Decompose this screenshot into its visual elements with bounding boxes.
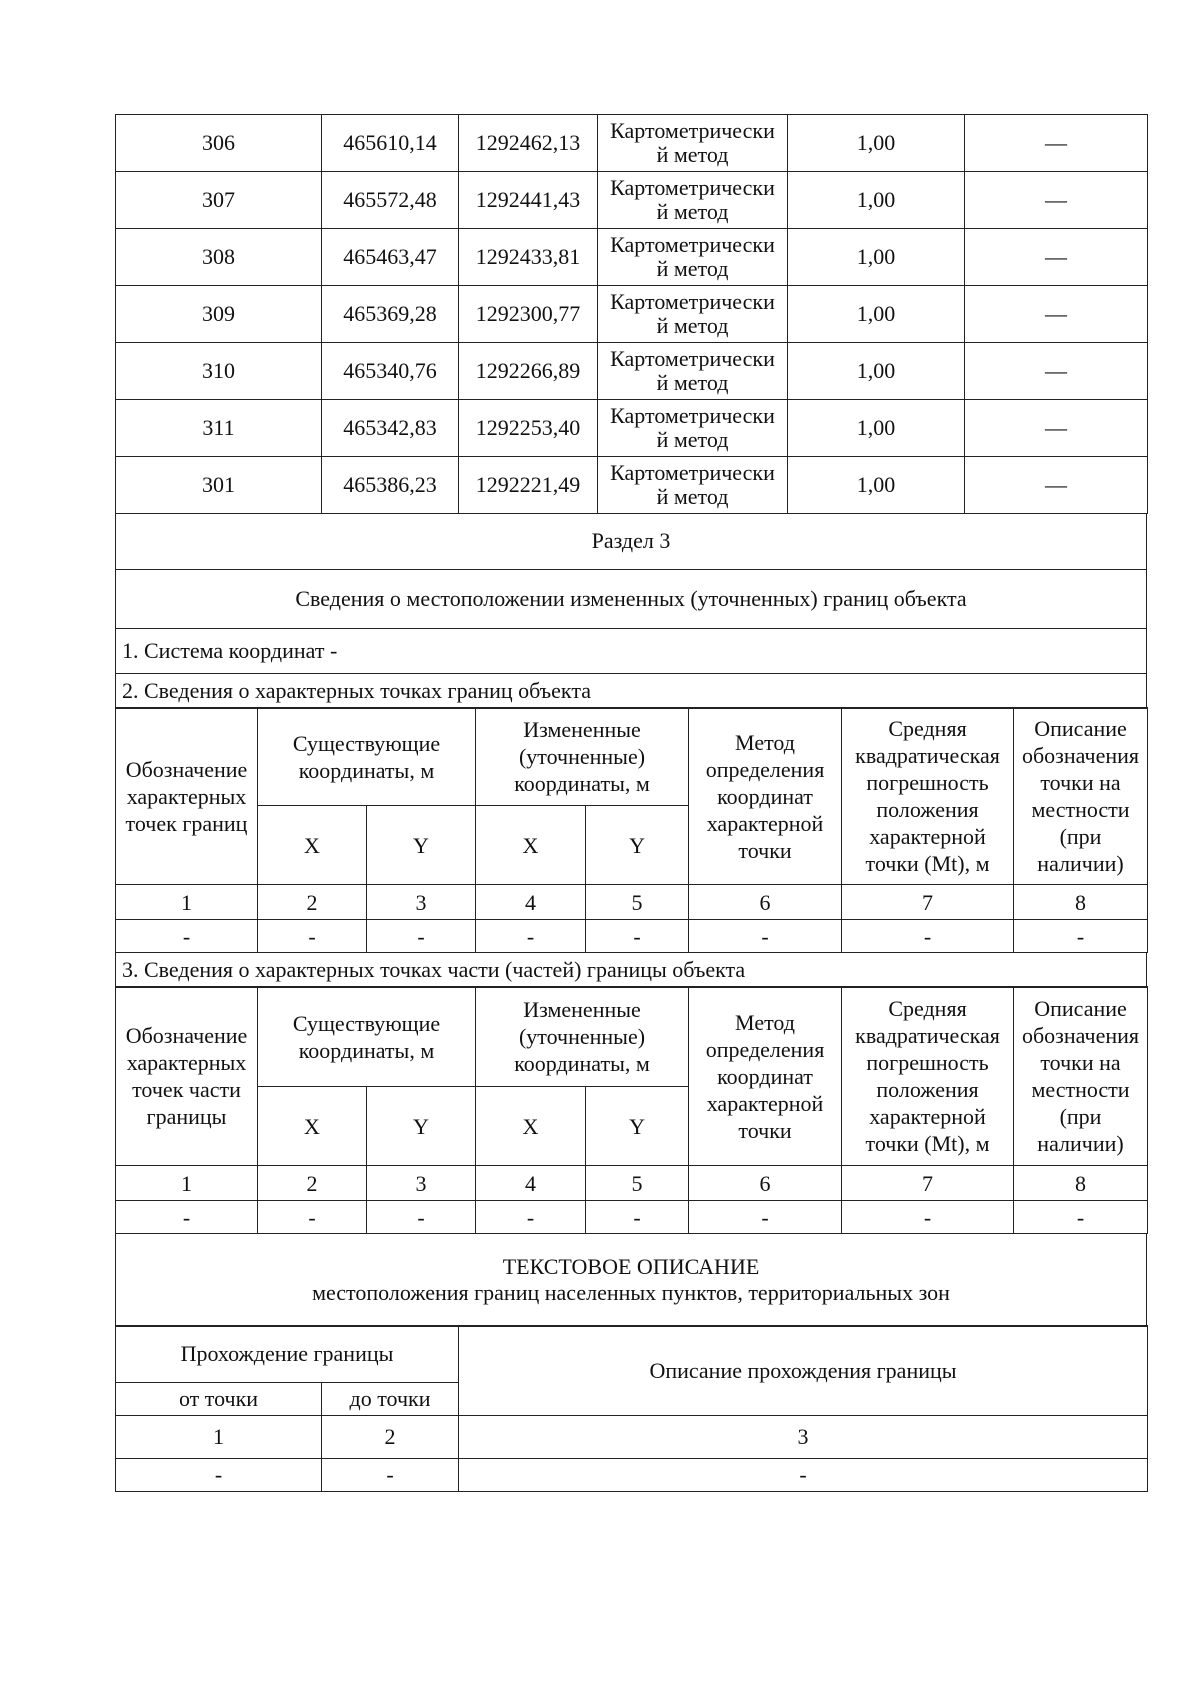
header-existing-x: X bbox=[258, 806, 367, 885]
coord-y: 1292266,89 bbox=[459, 343, 598, 400]
point-number: 306 bbox=[116, 115, 322, 172]
header-changed-coords: Измененные (уточненные) координаты, м bbox=[476, 987, 689, 1087]
coord-x: 465340,76 bbox=[322, 343, 459, 400]
part-points-table bbox=[115, 986, 1148, 1234]
header-designation: Обозначение характерных точек границ bbox=[116, 708, 258, 885]
section-subtitle: Сведения о местоположении измененных (уточненных) границ объекта bbox=[116, 569, 1147, 628]
column-numbers-row: 1 2 3 bbox=[116, 1416, 1148, 1459]
text-description-subtitle: местоположения границ населенных пунктов, территориальных зон bbox=[312, 1279, 950, 1305]
coord-y: 1292433,81 bbox=[459, 229, 598, 286]
text-description-heading bbox=[116, 1233, 1147, 1326]
header-method: Метод определения координат характерной точки bbox=[689, 708, 842, 885]
passage-header: Прохождение границы bbox=[116, 1326, 459, 1383]
coord-x: 465463,47 bbox=[322, 229, 459, 286]
coordinate-system: 1. Система координат - bbox=[116, 628, 1147, 673]
point-number: 309 bbox=[116, 286, 322, 343]
coord-y: 1292221,49 bbox=[459, 457, 598, 514]
coord-x: 465369,28 bbox=[322, 286, 459, 343]
column-numbers-row: 1 2 3 4 5 6 7 8 bbox=[116, 885, 1148, 920]
point-number: 311 bbox=[116, 400, 322, 457]
table-row bbox=[116, 457, 1148, 514]
header-accuracy: Средняя квадратическая погрешность положения характерной точки (Mt), м bbox=[842, 987, 1014, 1166]
accuracy: 1,00 bbox=[788, 400, 965, 457]
accuracy: 1,00 bbox=[788, 172, 965, 229]
method-cell: Картометрически й метод bbox=[598, 343, 788, 400]
method-cell: Картометрически й метод bbox=[598, 400, 788, 457]
point-number: 307 bbox=[116, 172, 322, 229]
column-numbers-row: 1 2 3 4 5 6 7 8 bbox=[116, 1166, 1148, 1201]
point-number: 308 bbox=[116, 229, 322, 286]
header-existing-y: Y bbox=[367, 1087, 476, 1166]
coord-y: 1292253,40 bbox=[459, 400, 598, 457]
header-changed-coords: Измененные (уточненные) координаты, м bbox=[476, 708, 689, 806]
accuracy: 1,00 bbox=[788, 343, 965, 400]
document-page bbox=[115, 114, 1147, 1492]
method-cell: Картометрически й метод bbox=[598, 457, 788, 514]
method-cell: Картометрически й метод bbox=[598, 229, 788, 286]
table-row bbox=[116, 286, 1148, 343]
to-point-header: до точки bbox=[322, 1383, 459, 1416]
text-description-header bbox=[115, 1233, 1147, 1327]
characteristic-points-table bbox=[115, 707, 1148, 953]
table-row: - - - - - - - - bbox=[116, 920, 1148, 953]
description-header: Описание прохождения границы bbox=[459, 1326, 1148, 1416]
table-row: - - - - - - - - bbox=[116, 1201, 1148, 1234]
accuracy: 1,00 bbox=[788, 286, 965, 343]
point-number: 310 bbox=[116, 343, 322, 400]
table-row bbox=[116, 400, 1148, 457]
point-description: — bbox=[965, 229, 1148, 286]
coord-x: 465342,83 bbox=[322, 400, 459, 457]
from-point-header: от точки bbox=[116, 1383, 322, 1416]
point-description: — bbox=[965, 286, 1148, 343]
point-description: — bbox=[965, 400, 1148, 457]
table-row bbox=[116, 115, 1148, 172]
points-caption: 2. Сведения о характерных точках границ объекта bbox=[116, 673, 1147, 708]
method-cell: Картометрически й метод bbox=[598, 172, 788, 229]
table-row bbox=[116, 343, 1148, 400]
table-row bbox=[116, 172, 1148, 229]
header-description: Описание обозначения точки на местности (при наличии) bbox=[1014, 987, 1148, 1166]
header-changed-y: Y bbox=[586, 1087, 689, 1166]
point-number: 301 bbox=[116, 457, 322, 514]
point-description: — bbox=[965, 457, 1148, 514]
point-description: — bbox=[965, 115, 1148, 172]
section-title: Раздел 3 bbox=[116, 513, 1147, 569]
coord-y: 1292462,13 bbox=[459, 115, 598, 172]
table-row bbox=[116, 229, 1148, 286]
header-changed-x: X bbox=[476, 806, 586, 885]
header-changed-y: Y bbox=[586, 806, 689, 885]
parts-caption: 3. Сведения о характерных точках части (частей) границы объекта bbox=[116, 952, 1147, 987]
header-existing-x: X bbox=[258, 1087, 367, 1166]
point-description: — bbox=[965, 343, 1148, 400]
coord-y: 1292441,43 bbox=[459, 172, 598, 229]
header-existing-coords: Существующие координаты, м bbox=[258, 708, 476, 806]
table-row: - - - bbox=[116, 1459, 1148, 1492]
accuracy: 1,00 bbox=[788, 457, 965, 514]
header-designation: Обозначение характерных точек части границы bbox=[116, 987, 258, 1166]
header-existing-y: Y bbox=[367, 806, 476, 885]
header-description: Описание обозначения точки на местности (при наличии) bbox=[1014, 708, 1148, 885]
header-existing-coords: Существующие координаты, м bbox=[258, 987, 476, 1087]
text-description-title: ТЕКСТОВОЕ ОПИСАНИЕ bbox=[502, 1253, 760, 1279]
header-changed-x: X bbox=[476, 1087, 586, 1166]
method-cell: Картометрически й метод bbox=[598, 286, 788, 343]
header-method: Метод определения координат характерной точки bbox=[689, 987, 842, 1166]
accuracy: 1,00 bbox=[788, 229, 965, 286]
point-description: — bbox=[965, 172, 1148, 229]
accuracy: 1,00 bbox=[788, 115, 965, 172]
coord-x: 465386,23 bbox=[322, 457, 459, 514]
points-table bbox=[115, 114, 1148, 514]
coord-x: 465572,48 bbox=[322, 172, 459, 229]
section3-header bbox=[115, 513, 1147, 709]
coord-y: 1292300,77 bbox=[459, 286, 598, 343]
header-accuracy: Средняя квадратическая погрешность положения характерной точки (Mt), м bbox=[842, 708, 1014, 885]
boundary-passage-table bbox=[115, 1325, 1148, 1492]
method-cell: Картометрически й метод bbox=[598, 115, 788, 172]
coord-x: 465610,14 bbox=[322, 115, 459, 172]
